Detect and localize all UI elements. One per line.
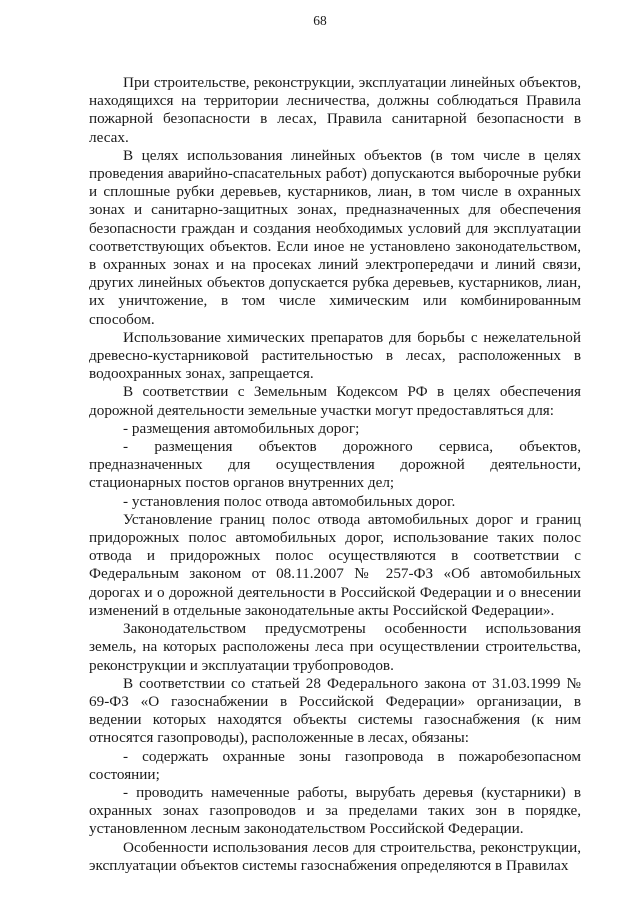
paragraph: Особенности использования лесов для строительства, реконструкции, эксплуатации объектов системы газоснабжения определяются в Правилах (89, 838, 581, 874)
list-item: - размещения автомобильных дорог; (123, 419, 360, 437)
list-item: - содержать охранные зоны газопровода в пожаробезопасном состоянии; (89, 747, 581, 783)
document-body (89, 74, 581, 875)
list-item: - установления полос отвода автомобильных дорог. (123, 492, 456, 510)
paragraph: При строительстве, реконструкции, эксплуатации линейных объектов, находящихся на территории лесничества, должны соблюдаться Правила пожарной безопасности в лесах, Правила санитарной безопасности в лесах. (89, 74, 581, 146)
list-item: - проводить намеченные работы, вырубать деревья (кустарники) в охранных зонах газопроводов и за пределами таких зон в порядке, установленном лесным законодательством Российской Федерации. (89, 783, 581, 838)
paragraph: В соответствии со статьей 28 Федерального закона от 31.03.1999 № 69-ФЗ «О газоснабжении в Российской Федерации» организации, в ведении которых находятся объекты системы газоснабжения (к ним относятся газопроводы), расположенные в лесах, обязаны: (89, 674, 581, 747)
paragraph: В целях использования линейных объектов (в том числе в целях проведения аварийно-спасательных работ) допускаются выборочные рубки и сплошные рубки деревьев, кустарников, лиан, в том числе в охранных зонах и санитарно-защитных зонах, предназначенных для обеспечения безопасности граждан и создания необходимых условий для эксплуатации соответствующих объектов. Если иное не установлено законодательством, в охранных зонах и на просеках линий электропередачи и линий связи, других линейных объектов допускается рубка деревьев, кустарников, лиан, их уничтожение, в том числе химическим или комбинированным способом. (89, 146, 581, 328)
page-number: 68 (313, 13, 327, 28)
paragraph: Установление границ полос отвода автомобильных дорог и границ придорожных полос автомобильных дорог, использование таких полос отвода и придорожных полос осуществляются в соответствии с Федеральным законом от 08.11.2007 № 257-ФЗ «Об автомобильных дорогах и о дорожной деятельности в Российской Федерации и о внесении изменений в отдельные законодательные акты Российской Федерации». (89, 510, 581, 619)
list-item: - размещения объектов дорожного сервиса, объектов, предназначенных для осуществления дорожной деятельности, стационарных постов органов внутренних дел; (89, 438, 581, 492)
paragraph: Использование химических препаратов для борьбы с нежелательной древесно-кустарниковой растительностью в лесах, расположенных в водоохранных зонах, запрещается. (89, 328, 581, 383)
paragraph: В соответствии с Земельным Кодексом РФ в целях обеспечения дорожной деятельности земельные участки могут предоставляться для: (89, 383, 581, 419)
paragraph: Законодательством предусмотрены особенности использования земель, на которых расположены леса при осуществлении строительства, реконструкции и эксплуатации трубопроводов. (89, 620, 581, 674)
